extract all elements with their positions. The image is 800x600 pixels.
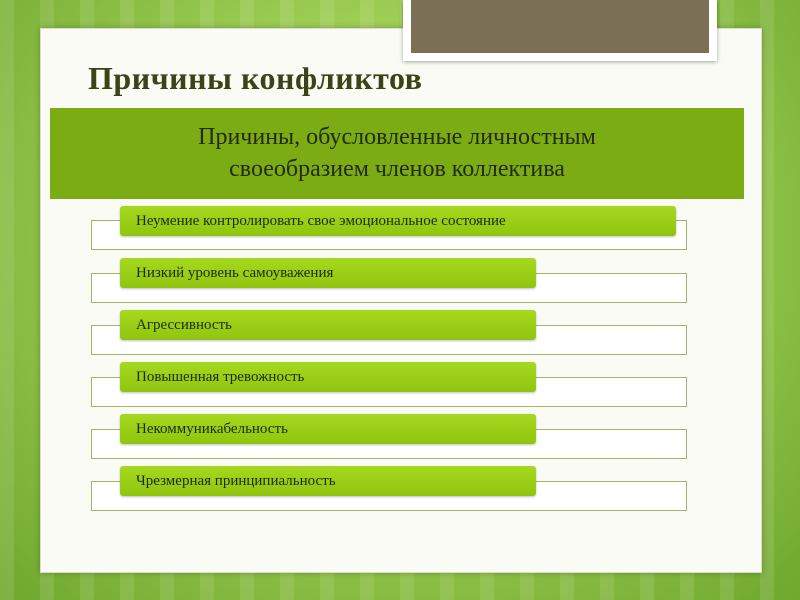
list-item	[120, 206, 676, 236]
list-item-label: Некоммуникабельность	[136, 421, 288, 437]
header-line-1: Причины, обусловленные личностным	[198, 124, 596, 150]
list-item	[120, 310, 536, 340]
list-item	[120, 466, 536, 496]
list-item	[120, 258, 536, 288]
photo-image	[411, 0, 709, 53]
header-line-2: своеобразием членов коллектива	[229, 156, 565, 182]
list-item	[120, 362, 536, 392]
list-item-label: Агрессивность	[136, 317, 232, 333]
list-item-label: Повышенная тревожность	[136, 369, 305, 385]
list-item-label: Чрезмерная принципиальность	[136, 473, 336, 489]
list-item-label: Неумение контролировать свое эмоциональное состояние	[136, 213, 506, 229]
header-box	[50, 108, 744, 199]
list-item	[120, 414, 536, 444]
list-item-label: Низкий уровень самоуважения	[136, 265, 334, 281]
slide-title: Причины конфликтов	[88, 60, 423, 96]
photo-frame	[403, 0, 717, 61]
